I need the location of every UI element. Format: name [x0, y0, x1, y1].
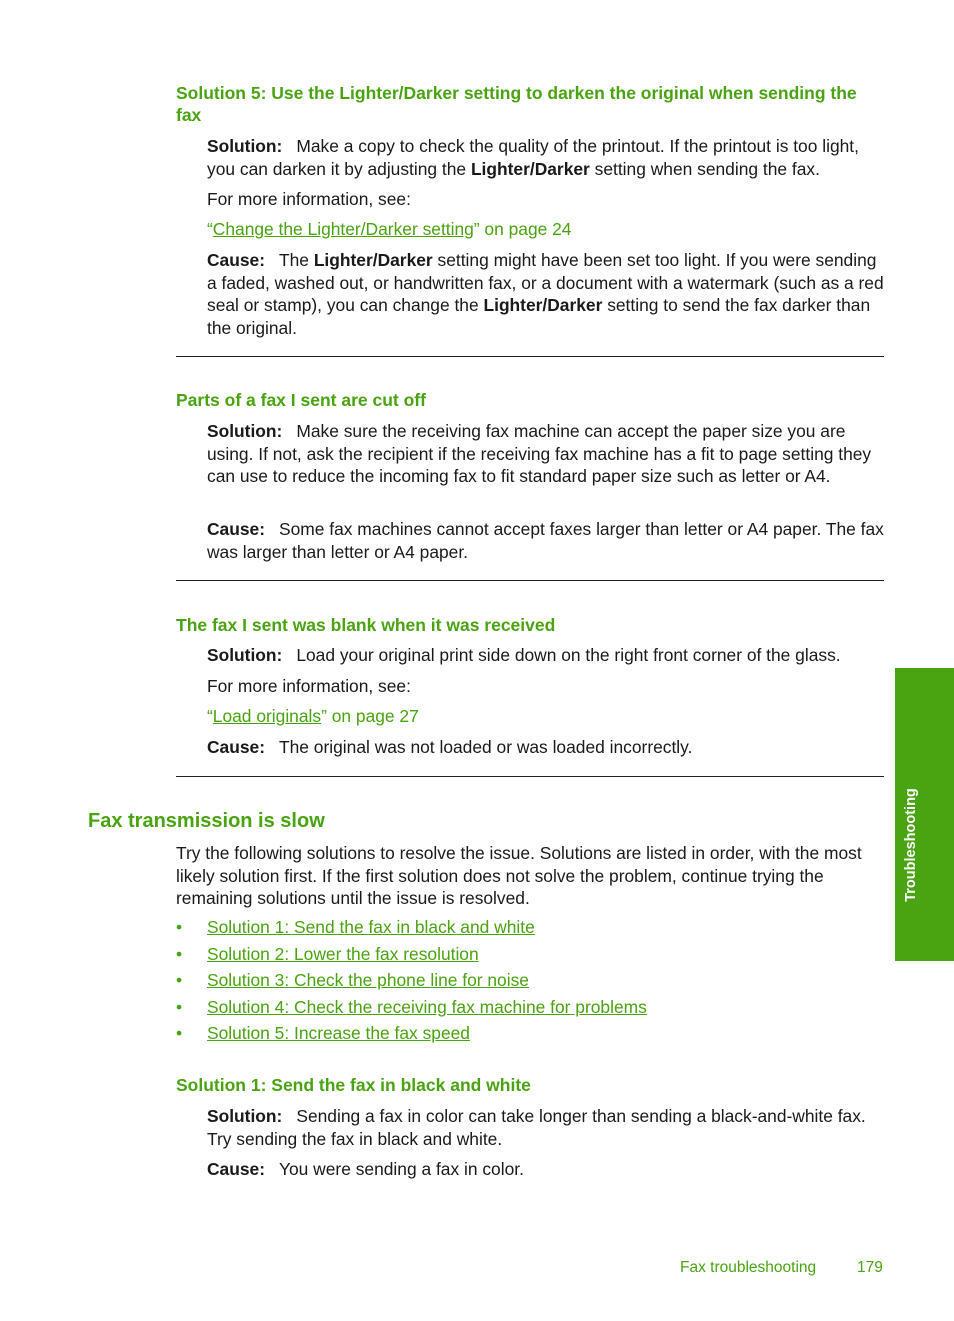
cause-label: Cause:: [207, 1159, 265, 1179]
bullet-icon: •: [176, 996, 183, 1017]
solution-link-list: [176, 916, 647, 1049]
solution-label: Solution:: [207, 421, 283, 441]
solution5-cause-text: Cause: The Lighter/Darker setting might have been set too light. If you were sending a faded, washed out, or handwritten fax, or a document with a watermark (such as a red seal or stamp), you can change the Lighter/Darker setting to send the fax darker than the original.: [207, 250, 884, 338]
solution1-solution-text: Solution: Sending a fax in color can take longer than sending a black-and-white fax. Try sending the fax in black and white.: [207, 1106, 866, 1149]
more-info-text: For more information, see:: [207, 676, 411, 696]
list-item: [176, 916, 647, 943]
solution-label: Solution:: [207, 1106, 283, 1126]
heading-fax-transmission-slow: Fax transmission is slow: [88, 810, 325, 832]
divider: [176, 776, 884, 777]
link-solution-2[interactable]: Solution 2: Lower the fax resolution: [207, 943, 479, 964]
solution-label: Solution:: [207, 645, 283, 665]
cause-label: Cause:: [207, 250, 265, 270]
cut-off-cause-text: Cause: Some fax machines cannot accept faxes larger than letter or A4 paper. The fax was larger than letter or A4 paper.: [207, 519, 884, 562]
list-item: [176, 969, 647, 996]
divider: [176, 356, 884, 357]
heading-solution5-lighter-darker: Solution 5: Use the Lighter/Darker setting to darken the original when sending the fax: [176, 83, 857, 125]
side-tab-label: Troubleshooting: [902, 787, 919, 902]
link-change-lighter-darker[interactable]: “Change the Lighter/Darker setting” on page 24: [207, 219, 572, 239]
footer-page-number: 179: [857, 1259, 883, 1276]
footer-section-name: Fax troubleshooting: [680, 1259, 817, 1276]
blank-cause-text: Cause: The original was not loaded or was loaded incorrectly.: [207, 737, 693, 757]
link-solution-1[interactable]: Solution 1: Send the fax in black and white: [207, 917, 535, 937]
more-info-text: For more information, see:: [207, 189, 411, 209]
link-solution-3[interactable]: Solution 3: Check the phone line for noise: [207, 970, 529, 990]
link-load-originals-anchor[interactable]: Load originals: [212, 706, 322, 726]
heading-parts-cut-off: Parts of a fax I sent are cut off: [176, 390, 426, 410]
cause-label: Cause:: [207, 519, 265, 539]
bullet-icon: •: [176, 917, 183, 937]
troubleshooting-side-tab: [895, 668, 954, 961]
cause-label: Cause:: [207, 737, 265, 757]
link-solution-5[interactable]: Solution 5: Increase the fax speed: [207, 1023, 470, 1043]
blank-solution-text: Solution: Load your original print side down on the right front corner of the glass.: [207, 645, 841, 665]
bullet-icon: •: [176, 943, 183, 964]
list-item: [176, 1022, 647, 1049]
heading-solution1-black-white: Solution 1: Send the fax in black and white: [176, 1075, 531, 1095]
list-item: [176, 943, 647, 970]
link-change-lighter-darker-anchor[interactable]: Change the Lighter/Darker setting: [212, 219, 474, 239]
bullet-icon: •: [176, 970, 183, 990]
link-load-originals[interactable]: “Load originals” on page 27: [207, 706, 419, 726]
list-item: [176, 996, 647, 1023]
cut-off-solution-text: Solution: Make sure the receiving fax machine can accept the paper size you are using. If not, ask the recipient if the receiving fax machine has a fit to page setting they can use to reduce the incoming fax to fit standard paper size such as letter or A4.: [207, 421, 872, 486]
heading-blank-fax: The fax I sent was blank when it was received: [176, 615, 556, 635]
divider: [176, 580, 884, 581]
solution1-cause-text: Cause: You were sending a fax in color.: [207, 1159, 524, 1179]
solution5-solution-text: Solution: Make a copy to check the quality of the printout. If the printout is too light, you can darken it by adjusting the Lighter/Darker setting when sending the fax.: [207, 136, 859, 179]
bullet-icon: •: [176, 1023, 183, 1043]
slow-intro-text: Try the following solutions to resolve the issue. Solutions are listed in order, with the most likely solution first. If the first solution does not solve the problem, continue trying the remaining solutions until the issue is resolved.: [176, 843, 862, 908]
solution-label: Solution:: [207, 136, 283, 156]
link-solution-4[interactable]: Solution 4: Check the receiving fax machine for problems: [207, 996, 647, 1017]
